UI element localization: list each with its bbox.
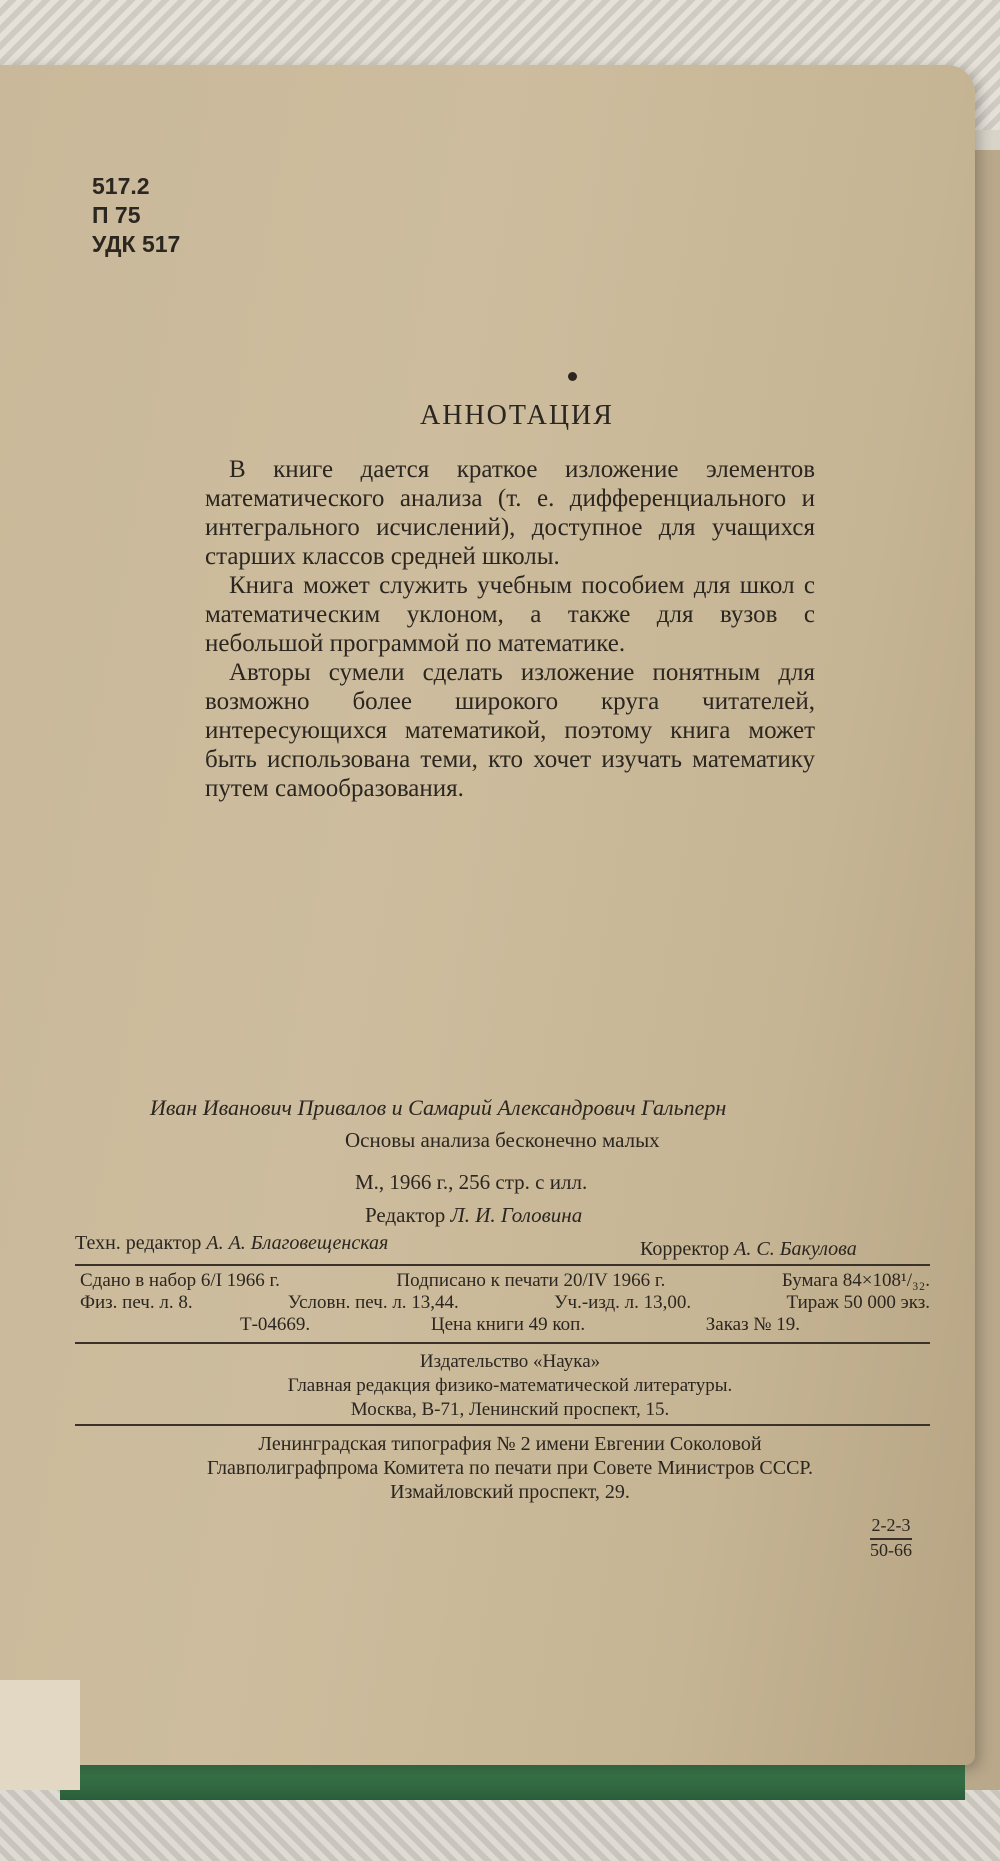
typography-line: Измайловский проспект, 29.: [390, 1481, 630, 1503]
divider-rule: [75, 1424, 930, 1426]
print-info-cell: Сдано в набор 6/I 1966 г.: [80, 1270, 280, 1291]
annotation-paragraph: Авторы сумели сделать изложение понятным для возможно более широкого круга читателей, интересующихся математикой, поэтому книга может быть использована теми, кто хочет изучать математику путем самообразования.: [205, 659, 815, 802]
print-info-cell: Физ. печ. л. 8.: [80, 1292, 193, 1313]
print-info-cell: Бумага 84×108¹/₃₂.: [781, 1270, 930, 1291]
print-info-cell: Цена книги 49 коп.: [430, 1314, 586, 1335]
typography-block: [110, 1432, 910, 1504]
classification-line: 517.2: [92, 173, 150, 199]
classification-line: П 75: [92, 202, 141, 228]
book-title: Основы анализа бесконечно малых: [345, 1128, 660, 1152]
publication-info: М., 1966 г., 256 стр. с илл.: [355, 1170, 588, 1194]
tech-editor-label: Техн. редактор: [75, 1232, 202, 1254]
book-page: [0, 65, 975, 1765]
tablecloth-background-bottom: [0, 1790, 1000, 1861]
corrector-label: Корректор: [640, 1238, 730, 1260]
annotation-paragraph: Книга может служить учебным пособием для школ с математическим уклоном, а также для вузов с небольшой программой по математике.: [205, 572, 815, 657]
ornament-dot: [568, 372, 577, 381]
print-info-cell: Подписано к печати 20/IV 1966 г.: [396, 1270, 666, 1291]
classification-codes: [92, 172, 180, 259]
publisher-block: [160, 1350, 860, 1422]
annotation-title: АННОТАЦИЯ: [420, 400, 614, 431]
typography-line: Ленинградская типография № 2 имени Евгении Соколовой: [258, 1433, 762, 1455]
publisher-line: Главная редакция физико-математической литературы.: [287, 1375, 733, 1396]
book-cover-edge: [60, 1760, 965, 1800]
typography-line: Главполиграфпрома Комитета по печати при Совете Министров СССР.: [206, 1457, 814, 1479]
code-numerator: 2-2-3: [870, 1515, 912, 1540]
annotation-body: [205, 455, 815, 803]
print-info-row: [80, 1314, 930, 1336]
tech-editor-line: [75, 1232, 388, 1255]
print-info-row: [80, 1270, 930, 1292]
page-corner: [0, 1680, 80, 1790]
print-info-cell: Уч.-изд. л. 13,00.: [554, 1292, 692, 1313]
publisher-line: Москва, В-71, Ленинский проспект, 15.: [350, 1399, 670, 1420]
publisher-line: Издательство «Наука»: [419, 1351, 601, 1372]
print-info: [80, 1270, 930, 1336]
code-denominator: 50-66: [870, 1540, 912, 1560]
editor-name: Л. И. Головина: [450, 1203, 583, 1227]
print-info-cell: Условн. печ. л. 13,44.: [287, 1292, 459, 1313]
tech-editor-name: А. А. Благовещенская: [206, 1232, 389, 1254]
corrector-name: А. С. Бакулова: [734, 1238, 857, 1260]
divider-rule: [75, 1264, 930, 1266]
print-info-cell: Заказ № 19.: [705, 1314, 800, 1335]
annotation-paragraph: В книге дается краткое изложение элементов математического анализа (т. е. дифференциального и интегрального исчислений), доступное для учащихся старших классов средней школы.: [205, 456, 815, 570]
print-info-row: [80, 1292, 930, 1314]
print-info-cell: Тираж 50 000 экз.: [786, 1292, 930, 1313]
divider-rule: [75, 1342, 930, 1344]
authors-line: Иван Иванович Привалов и Самарий Александрович Гальперн: [150, 1095, 727, 1120]
corrector-line: [640, 1238, 857, 1261]
editor-label: Редактор: [365, 1203, 446, 1227]
editor-line: [365, 1203, 582, 1228]
index-code: [870, 1515, 912, 1561]
classification-line: УДК 517: [92, 231, 181, 257]
print-info-cell: Т-04669.: [240, 1314, 311, 1335]
